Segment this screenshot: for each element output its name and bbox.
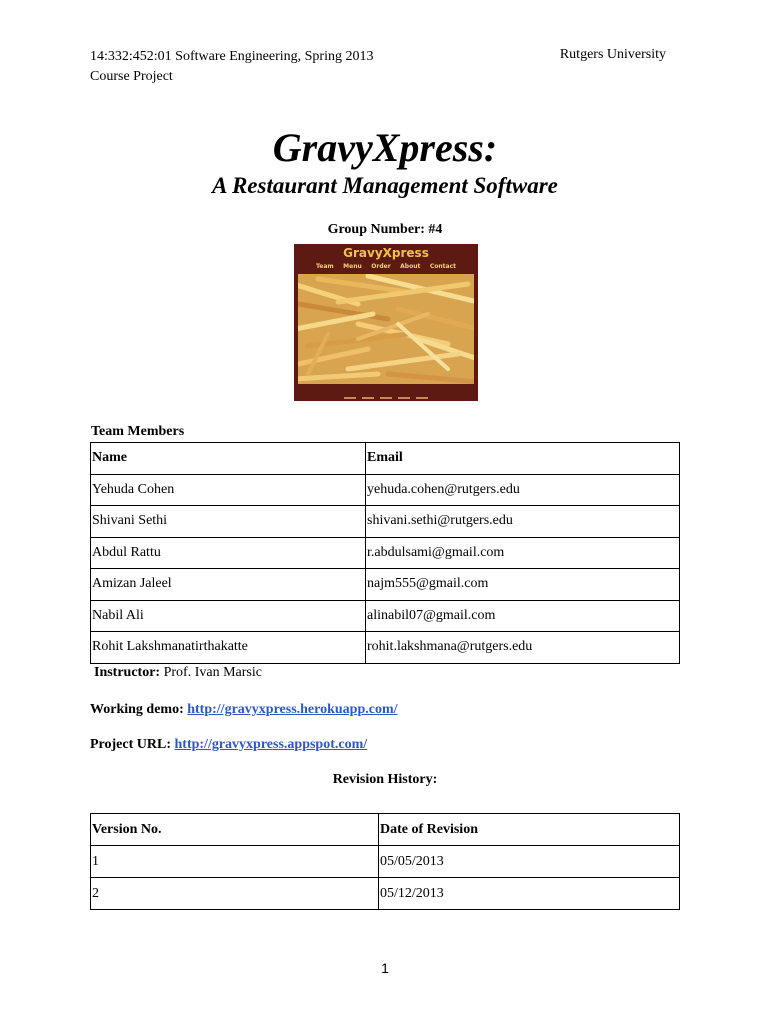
member-email: shivani.sethi@rutgers.edu: [366, 506, 680, 538]
revision-history-title: Revision History:: [332, 772, 438, 787]
member-email: alinabil07@gmail.com: [366, 600, 680, 632]
table-header-row: [91, 814, 680, 846]
header-subtitle: Course Project: [90, 69, 173, 84]
table-header-row: [91, 443, 680, 475]
logo-nav-item: Menu: [343, 263, 362, 270]
gravyxpress-logo-image: [294, 244, 478, 401]
page-number: 1: [381, 960, 389, 976]
member-name: Nabil Ali: [91, 600, 366, 632]
member-email: rohit.lakshmana@rutgers.edu: [366, 632, 680, 664]
logo-nav-item: Order: [371, 263, 391, 270]
member-name: Rohit Lakshmanatirthakatte: [91, 632, 366, 664]
member-name: Abdul Rattu: [91, 537, 366, 569]
project-url-link[interactable]: http://gravyxpress.appspot.com/: [174, 737, 368, 752]
logo-nav-item: Team: [316, 263, 334, 270]
group-number: Group Number: #4: [327, 222, 443, 237]
logo-footer: [294, 397, 478, 399]
working-demo-link[interactable]: http://gravyxpress.herokuapp.com/: [187, 702, 398, 717]
column-header-date: Date of Revision: [379, 814, 680, 846]
table-row: [91, 569, 680, 601]
instructor-line: [94, 665, 262, 681]
working-demo-label: Working demo:: [90, 702, 184, 717]
header-university: Rutgers University: [559, 47, 666, 62]
instructor-name: Prof. Ivan Marsic: [163, 665, 262, 680]
column-header-name: Name: [91, 443, 366, 475]
column-header-version: Version No.: [91, 814, 379, 846]
table-row: [91, 537, 680, 569]
header-course: 14:332:452:01 Software Engineering, Spring 2013: [90, 49, 374, 64]
logo-nav: [316, 263, 456, 270]
table-row: [91, 474, 680, 506]
team-members-label: Team Members: [91, 424, 185, 439]
version-number: 2: [91, 878, 379, 910]
version-number: 1: [91, 846, 379, 878]
member-email: najm555@gmail.com: [366, 569, 680, 601]
instructor-label: Instructor:: [94, 665, 161, 680]
member-name: Shivani Sethi: [91, 506, 366, 538]
table-row: [91, 600, 680, 632]
revision-history-table: [90, 813, 680, 910]
table-row: [91, 506, 680, 538]
member-email: yehuda.cohen@rutgers.edu: [366, 474, 680, 506]
table-row: [91, 878, 680, 910]
header-course-info: [90, 47, 373, 87]
logo-nav-item: About: [400, 263, 421, 270]
team-members-table: [90, 442, 680, 664]
column-header-email: Email: [366, 443, 680, 475]
member-name: Yehuda Cohen: [91, 474, 366, 506]
revision-date: 05/05/2013: [379, 846, 680, 878]
document-title: GravyXpress:: [272, 125, 498, 170]
member-email: r.abdulsami@gmail.com: [366, 537, 680, 569]
french-fries-photo: [298, 274, 474, 384]
table-row: [91, 632, 680, 664]
working-demo-line: [90, 702, 398, 718]
document-subtitle: A Restaurant Management Software: [212, 173, 558, 198]
revision-date: 05/12/2013: [379, 878, 680, 910]
member-name: Amizan Jaleel: [91, 569, 366, 601]
logo-nav-item: Contact: [429, 263, 456, 270]
project-url-line: [90, 737, 367, 753]
logo-title: GravyXpress: [343, 246, 429, 260]
project-url-label: Project URL:: [90, 737, 171, 752]
table-row: [91, 846, 680, 878]
